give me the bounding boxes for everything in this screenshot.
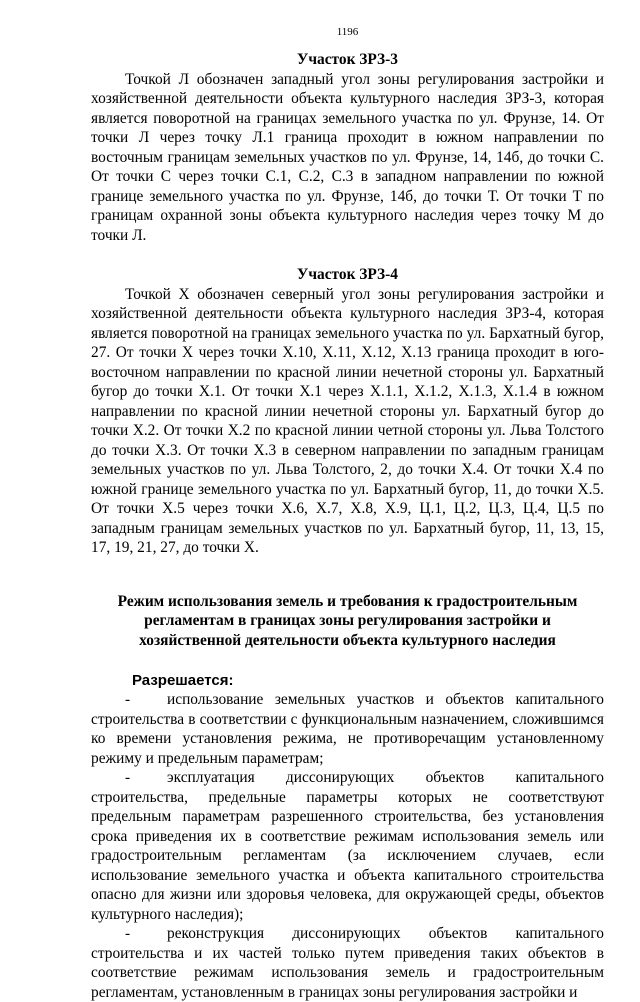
list-dash: - bbox=[91, 924, 167, 944]
list-item-text: строительства и их частей только путем приведения таких объектов в соответствие режимам использования земель и градостроительным регламентам, установленным в границах зоны регулирования застройки и bbox=[91, 944, 604, 1002]
list-item-text: строительства в соответствии с функциональным назначением, сложившимся ко времени установления режима, не противоречащим установленному режиму и предельным параметрам; bbox=[91, 710, 604, 769]
allowed-label: Разрешается: bbox=[132, 671, 604, 690]
list-item bbox=[91, 924, 604, 1002]
section-text-zrz4: Точкой Х обозначен северный угол зоны регулирования застройки и хозяйственной деятельности объекта культурного наследия ЗРЗ-4, которая является поворотной на границах земельного участка по ул. Бархатный бугор, 27. От точки Х через точки Х.10, Х.11, Х.12, Х.13 граница проходит в юго-восточном направлении по красной линии нечетной стороны ул. Бархатный бугор до точки Х.1. От точки Х.1 через Х.1.1, Х.1.2, Х.1.3, Х.1.4 в южном направлении по красной линии нечетной стороны ул. Бархатный бугор до точки Х.2. От точки Х.2 по красной линии четной стороны ул. Льва Толстого до точки Х.3. От точки Х.3 в северном направлении по западным границам земельных участков по ул. Льва Толстого, 2, до точки Х.4. От точки Х.4 по южной границе земельного участка по ул. Бархатный бугор, 11, до точки Х.5. От точки Х.5 через точки Х.6, Х.7, Х.8, Х.9, Ц.1, Ц.2, Ц.3, Ц.4, Ц.5 по западным границам земельных участков по ул. Бархатный бугор, 11, 13, 15, 17, 19, 21, 27, до точки Х. bbox=[91, 285, 604, 558]
list-item-first-line: реконструкция диссонирующих объектов капитального bbox=[167, 924, 604, 944]
section-title-zrz4: Участок ЗРЗ-4 bbox=[91, 265, 604, 285]
list-item-first-line: использование земельных участков и объектов капитального bbox=[167, 690, 604, 710]
list-dash: - bbox=[91, 768, 167, 788]
regime-heading: Режим использования земель и требования к градостроительным регламентам в границах зоны регулирования застройки и хозяйственной деятельности объекта культурного наследия bbox=[101, 592, 594, 651]
section-title-zrz3: Участок ЗРЗ-3 bbox=[91, 50, 604, 70]
list-item-first-line: эксплуатация диссонирующих объектов капитального bbox=[167, 768, 604, 788]
list-item-text: строительства, предельные параметры которых не соответствуют предельным параметрам разрешенного строительства, без установления срока приведения их в соответствие режимам использования земель или градостроительным регламентам (за исключением случаев, если использование земельного участка и объекта капитального строительства опасно для жизни или здоровья человека, для окружающей среды, объектов культурного наследия); bbox=[91, 788, 604, 925]
section-text-zrz3: Точкой Л обозначен западный угол зоны регулирования застройки и хозяйственной деятельности объекта культурного наследия ЗРЗ-3, которая является поворотной на границах земельного участка по ул. Фрунзе, 14. От точки Л через точку Л.1 граница проходит в южном направлении по восточным границам земельных участков по ул. Фрунзе, 14, 14б, до точки С. От точки С через точки С.1, С.2, С.3 в западном направлении по южной границе земельного участка по ул. Фрунзе, 14б, до точки Т. От точки Т по границам охранной зоны объекта культурного наследия через точку М до точки Л. bbox=[91, 70, 604, 246]
list-item bbox=[91, 768, 604, 924]
page-number: 1196 bbox=[91, 25, 604, 39]
list-item bbox=[91, 690, 604, 768]
list-dash: - bbox=[91, 690, 167, 710]
